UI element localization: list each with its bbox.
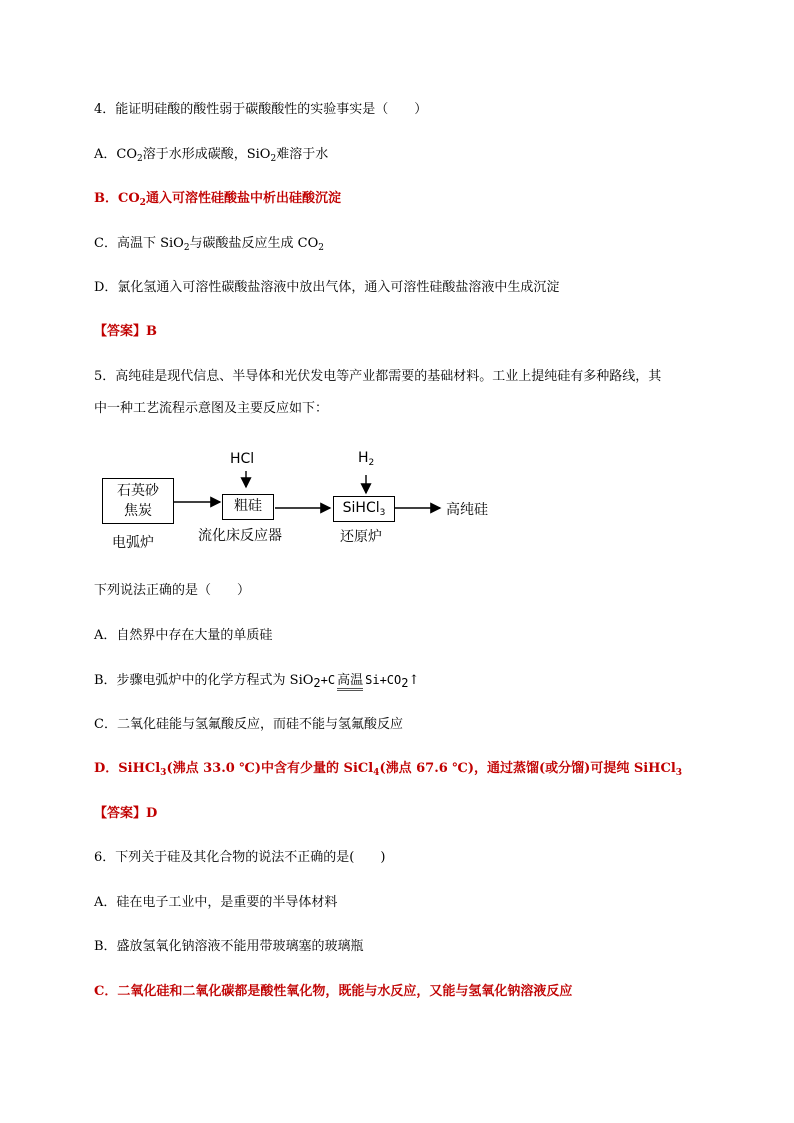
fluidized-bed-caption: 流化床反应器: [198, 528, 282, 544]
reaction-condition: 高温: [337, 674, 363, 691]
reagent-h2: $H_2$: [358, 450, 375, 468]
answer-value: D: [146, 806, 158, 821]
crude-silicon-box: 粗硅: [222, 494, 274, 520]
q6-option-a: A．硅在电子工业中，是重要的半导体材料: [94, 895, 338, 910]
reagent-hcl: HCl: [230, 451, 255, 467]
process-flow-diagram: [100, 445, 520, 555]
q4-option-b: B．$CO_2$通入可溶性硅酸盐中析出硅酸沉淀: [94, 191, 341, 208]
q5-stem-line2: 中一种工艺流程示意图及主要反应如下：: [94, 401, 329, 416]
q6-stem: 6．下列关于硅及其化合物的说法不正确的是( ): [94, 850, 386, 865]
answer-value: B: [146, 324, 158, 339]
answer-label: 【答案】: [94, 806, 147, 821]
pure-silicon-label: 高纯硅: [446, 502, 488, 518]
q4-option-d: D．氯化氢通入可溶性碳酸盐溶液中放出气体，通入可溶性硅酸盐溶液中生成沉淀: [94, 280, 560, 295]
q5-option-d: D．SiHCl$_3$(沸点 33.0 ℃)中含有少量的 SiCl$_4$(沸点 67.6 ℃)，通过蒸馏(或分馏)可提纯 SiHCl$_3$: [94, 761, 683, 778]
q4-option-a: A．$CO_2$溶于水形成碳酸，SiO$_2$难溶于水: [94, 147, 329, 164]
arc-furnace-caption: 电弧炉: [112, 535, 154, 551]
q4-answer: [94, 322, 157, 342]
q5-answer: [94, 804, 157, 824]
q5-option-c: C．二氧化硅能与氢氟酸反应，而硅不能与氢氟酸反应: [94, 717, 403, 732]
q5-stem-line1: 5．高纯硅是现代信息、半导体和光伏发电等产业都需要的基础材料。工业上提纯硅有多种路线，其: [94, 369, 662, 384]
q6-option-c: C．二氧化硅和二氧化碳都是酸性氧化物，既能与水反应，又能与氢氧化钠溶液反应: [94, 984, 573, 999]
q5-option-a: A．自然界中存在大量的单质硅: [94, 628, 273, 643]
q6-option-b: B．盛放氢氧化钠溶液不能用带玻璃塞的玻璃瓶: [94, 939, 364, 954]
q4-option-c: C．高温下 SiO$_2$与碳酸盐反应生成 $CO_2$: [94, 236, 325, 253]
arc-furnace-box: 石英砂 焦炭: [102, 478, 174, 524]
answer-label: 【答案】: [94, 324, 147, 339]
q5-option-b: B．步骤电弧炉中的化学方程式为 SiO$_2$+C 高温 $Si+CO_2↑$: [94, 673, 420, 690]
sihcl3-box: SiHCl$_3$: [333, 496, 395, 522]
q5-question: 下列说法正确的是（ ）: [94, 583, 251, 598]
q4-stem: 4．能证明硅酸的酸性弱于碳酸酸性的实验事实是（ ）: [94, 102, 428, 117]
reduction-furnace-caption: 还原炉: [340, 529, 382, 545]
